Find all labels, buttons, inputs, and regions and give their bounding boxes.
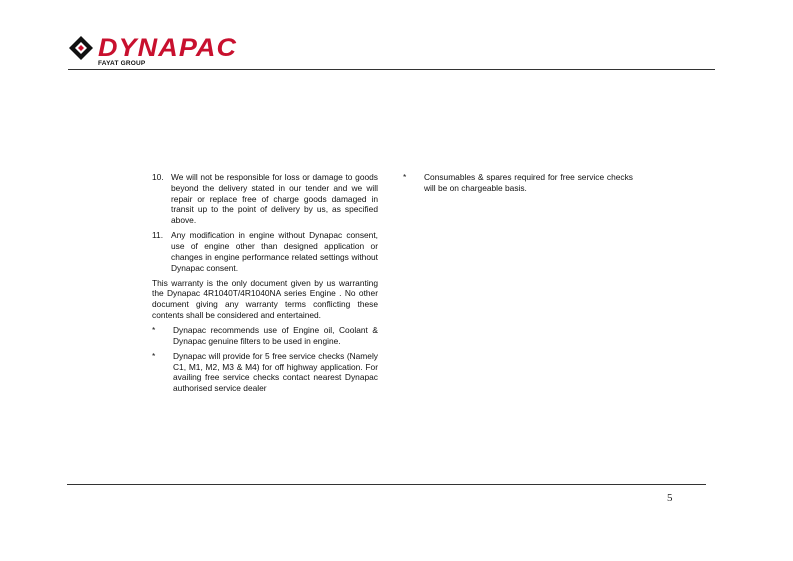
bullet-text: Dynapac will provide for 5 free service checks (Namely C1, M1, M2, M3 & M4) for off highway application. For availing free service checks contact nearest Dynapac authorised service dealer bbox=[173, 350, 378, 394]
numbered-item bbox=[152, 230, 378, 273]
brand-name: DYNAPAC bbox=[98, 34, 238, 62]
item-text: We will not be responsible for loss or damage to goods beyond the delivery stated in our tender and we will repair or replace free of charge goods damaged in transit up to the point of delivery by us, as specified above. bbox=[171, 172, 378, 226]
bullet-marker: * bbox=[403, 172, 407, 182]
dynapac-logo bbox=[68, 33, 278, 69]
header-divider bbox=[68, 69, 715, 70]
item-number: 11. bbox=[152, 230, 164, 241]
bullet-item bbox=[152, 325, 378, 347]
numbered-item bbox=[152, 172, 378, 226]
page-number: 5 bbox=[667, 492, 673, 504]
bullet-item bbox=[152, 351, 378, 394]
bullet-marker: * bbox=[152, 350, 156, 361]
bullet-item bbox=[403, 172, 633, 194]
right-column bbox=[403, 172, 633, 198]
item-text: Any modification in engine without Dynapac consent, use of engine other than designed application or changes in engine performance related settings without Dynapac consent. bbox=[171, 230, 378, 273]
brand-subtitle: FAYAT GROUP bbox=[98, 60, 146, 67]
bullet-text: Dynapac recommends use of Engine oil, Coolant & Dynapac genuine filters to be used in engine. bbox=[173, 324, 378, 346]
item-number: 10. bbox=[152, 172, 164, 182]
dynapac-diamond-icon bbox=[68, 35, 94, 61]
warranty-paragraph: This warranty is the only document given by us warranting the Dynapac 4R1040T/4R1040NA series Engine . No other document giving any warranty terms conflicting these contents shall be considered and entertained. bbox=[152, 277, 378, 320]
bullet-marker: * bbox=[152, 324, 156, 335]
bullet-text: Consumables & spares required for free service checks will be on chargeable basis. bbox=[424, 172, 633, 193]
footer-divider bbox=[67, 484, 706, 485]
left-column bbox=[152, 172, 378, 398]
bullet-list bbox=[152, 325, 378, 394]
